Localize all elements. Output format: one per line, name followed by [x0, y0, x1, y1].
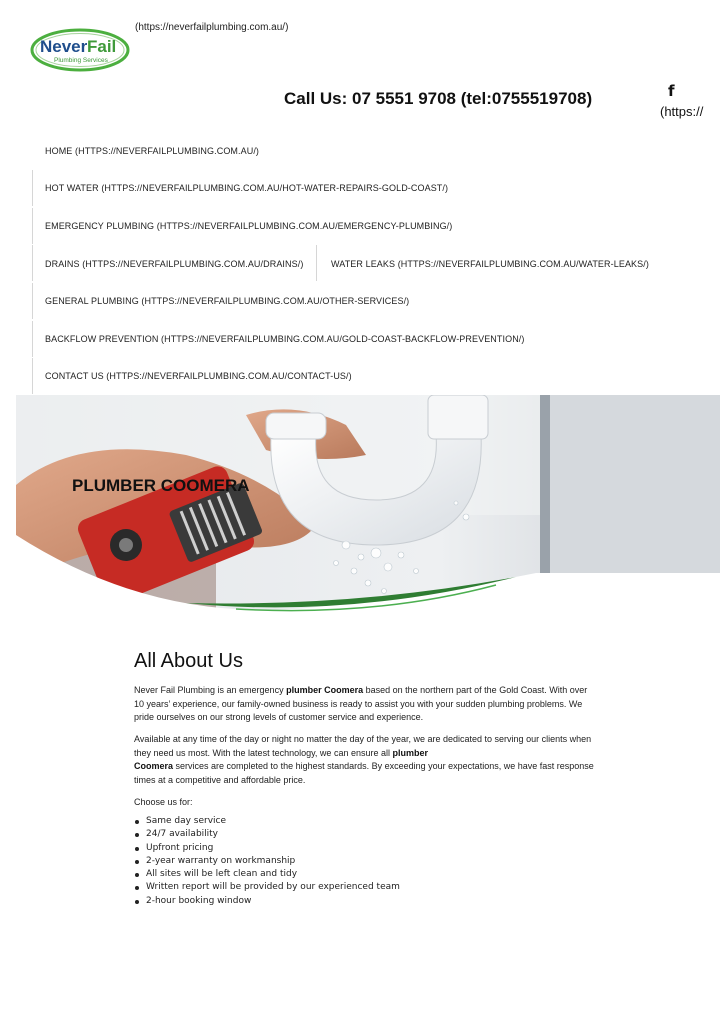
nav-general-plumbing[interactable]: GENERAL PLUMBING (HTTPS://NEVERFAILPLUMBING.COM.AU/OTHER-SERVICES/) — [45, 296, 410, 306]
call-us-link[interactable]: Call Us: 07 5551 9708 (tel:0755519708) — [284, 89, 593, 108]
nav-hot-water[interactable]: HOT WATER (HTTPS://NEVERFAILPLUMBING.COM.AU/HOT-WATER-REPAIRS-GOLD-COAST/) — [45, 183, 449, 193]
logo-never-text: Never — [40, 37, 88, 56]
list-item: 2-hour booking window — [134, 895, 400, 908]
nav-divider — [32, 358, 33, 394]
about-heading: All About Us — [134, 650, 243, 672]
hero-banner — [16, 395, 720, 620]
list-item: All sites will be left clean and tidy — [134, 868, 400, 881]
benefits-list — [134, 815, 400, 908]
top-url[interactable]: (https://neverfailplumbing.com.au/) — [135, 22, 289, 33]
list-item: Same day service — [134, 815, 400, 828]
facebook-icon[interactable]: f — [668, 82, 675, 100]
nav-divider — [32, 321, 33, 357]
nav-emergency-plumbing[interactable]: EMERGENCY PLUMBING (HTTPS://NEVERFAILPLUMBING.COM.AU/EMERGENCY-PLUMBING/) — [45, 221, 453, 231]
list-item: 24/7 availability — [134, 828, 400, 841]
nav-divider — [32, 208, 33, 244]
about-paragraph-1: Never Fail Plumbing is an emergency plumber Coomera based on the northern part of the Gold Coast. With over 10 years’ experience, our family-owned business is ready to assist you with your sudden plumbing problems. We pride ourselves on our strong levels of customer service and experience. — [134, 685, 588, 722]
keyword-plumber-coomera: plumber Coomera — [286, 685, 364, 695]
nav-drains[interactable]: DRAINS (HTTPS://NEVERFAILPLUMBING.COM.AU/DRAINS/) — [45, 259, 304, 269]
list-item: Upfront pricing — [134, 842, 400, 855]
nav-divider — [316, 245, 317, 281]
nav-home[interactable]: HOME (HTTPS://NEVERFAILPLUMBING.COM.AU/) — [45, 146, 260, 156]
nav-divider — [32, 170, 33, 206]
nav-divider — [32, 245, 33, 281]
choose-us-label: Choose us for: — [134, 797, 193, 807]
neverfail-logo[interactable] — [30, 28, 132, 72]
nav-water-leaks[interactable]: WATER LEAKS (HTTPS://NEVERFAILPLUMBING.COM.AU/WATER-LEAKS/) — [331, 259, 649, 269]
nav-backflow-prevention[interactable]: BACKFLOW PREVENTION (HTTPS://NEVERFAILPLUMBING.COM.AU/GOLD-COAST-BACKFLOW-PREVENTION/) — [45, 334, 525, 344]
logo-fail-text: Fail — [87, 37, 117, 56]
keyword-plumber: plumber — [392, 747, 428, 758]
nav-divider — [32, 283, 33, 319]
nav-contact-us[interactable]: CONTACT US (HTTPS://NEVERFAILPLUMBING.COM.AU/CONTACT-US/) — [45, 371, 352, 381]
list-item: Written report will be provided by our experienced team — [134, 881, 400, 894]
facebook-url[interactable]: (https:// — [660, 104, 704, 119]
hero-image — [16, 395, 720, 620]
hero-title: PLUMBER COOMERA — [72, 476, 250, 495]
logo-tagline: Plumbing Services — [54, 57, 108, 64]
keyword-coomera: Coomera — [134, 761, 174, 771]
about-paragraph-2: Available at any time of the day or night no matter the day of the year, we are dedicated to serving our clients when they need us most. With the latest technology, we can ensure all plumber Coomera services are completed to the highest standards. By exceeding your expectations, we have fast response times at a competitive and affordable price. — [134, 734, 594, 785]
list-item: 2-year warranty on workmanship — [134, 855, 400, 868]
